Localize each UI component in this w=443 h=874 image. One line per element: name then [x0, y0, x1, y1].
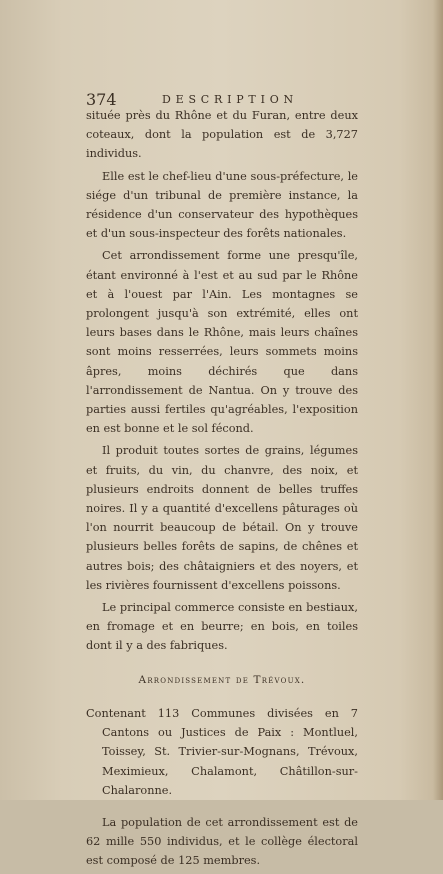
- body-text: [86, 106, 358, 874]
- paragraph: Le principal commerce consiste en bestiaux, en fromage et en beurre; en bois, en toiles dont il y a des fabriques.: [86, 601, 358, 653]
- page-number: 374: [86, 90, 117, 109]
- paragraph: Cet arrondissement forme une presqu'île, étant environné à l'est et au sud par le Rhône et à l'ouest par l'Ain. Les montagnes se prolongent jusqu'à son extrémité, elles ont leurs bases dans le Rhône, mais leurs chaînes sont moins resserrées, leurs sommets moins âpres, moins déchirés que dans l'arrondissement de Nantua. On y trouve des parties aussi fertiles qu'agréables, l'exposition en est bonne et le sol fécond.: [86, 249, 358, 436]
- page-gutter-shadow: [433, 0, 443, 800]
- paragraph: Elle est le chef-lieu d'une sous-préfecture, le siége d'un tribunal de première instance, la résidence d'un conservateur des hypothèques et d'un sous-inspecteur des forêts nationales.: [86, 169, 358, 241]
- paragraph: située près du Rhône et du Furan, entre deux coteaux, dont la population est de 3,727 individus.: [86, 109, 358, 161]
- section-paragraph: La population de cet arrondissement est de 62 mille 550 individus, et le collège électoral est composé de 125 membres.: [86, 815, 358, 868]
- section-paragraph: Contenant 113 Communes divisées en 7 Cantons ou Justices de Paix : Montluel, Toissey, St. Trivier-sur-Mognans, Trévoux, Meximieux, Chalamont, Châtillon-sur-Chalaronne.: [86, 706, 358, 797]
- paragraph: Il produit toutes sortes de grains, légumes et fruits, du vin, du chanvre, des noix, et plusieurs endroits donnent de belles truffes noires. Il y a quantité d'excellens pâturages où l'on nourrit beaucoup de bétail. On y trouve plusieurs belles forêts de sapins, de chênes et autres bois; des châtaigniers et des noyers, et les rivières fournissent d'excellens poissons.: [86, 444, 358, 592]
- section-heading: Arrondissement de Trévoux.: [138, 673, 306, 686]
- running-title: DESCRIPTION: [162, 93, 298, 106]
